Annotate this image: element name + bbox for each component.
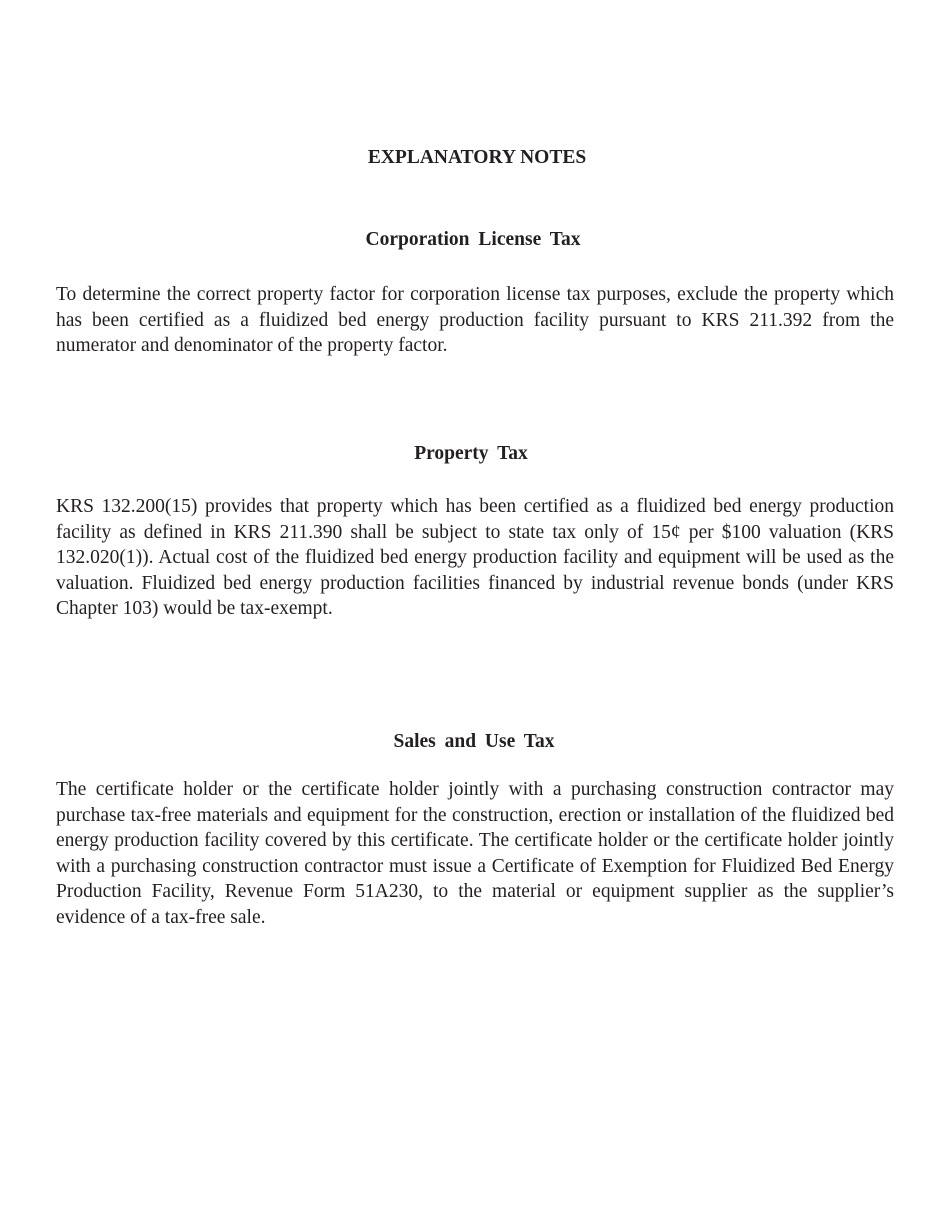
page-title: EXPLANATORY NOTES bbox=[367, 147, 587, 168]
section-body-property-tax: KRS 132.200(15) provides that property which has been certified as a fluidized bed energy production facility as defined in KRS 211.390 shall be subject to state tax only of 15¢ per $100 valuation (KRS 132.020(1)). Actual cost of the fluidized bed energy production facility and equipment will be used as the valuation. Fluidized bed energy production facilities financed by industrial revenue bonds (under KRS Chapter 103) would be tax-exempt. bbox=[56, 496, 894, 619]
section-body-corporation-license-tax: To determine the correct property factor for corporation license tax purposes, exclude the property which has been certified as a fluidized bed energy production facility pursuant to KRS 211.392 from the numerator and denominator of the property factor. bbox=[56, 284, 894, 356]
section-heading-property-tax: Property Tax bbox=[414, 443, 528, 464]
section-heading-corporation-license-tax: Corporation License Tax bbox=[365, 229, 581, 250]
section-heading-sales-and-use-tax: Sales and Use Tax bbox=[393, 731, 555, 752]
section-body-sales-and-use-tax: The certificate holder or the certificate holder jointly with a purchasing construction contractor may purchase tax-free materials and equipment for the construction, erection or installation of the fluidized bed energy production facility covered by this certificate. The certificate holder or the certificate holder jointly with a purchasing construction contractor must issue a Certificate of Exemption for Fluidized Bed Energy Production Facility, Revenue Form 51A230, to the material or equipment supplier as the supplier’s evidence of a tax-free sale. bbox=[56, 779, 894, 928]
